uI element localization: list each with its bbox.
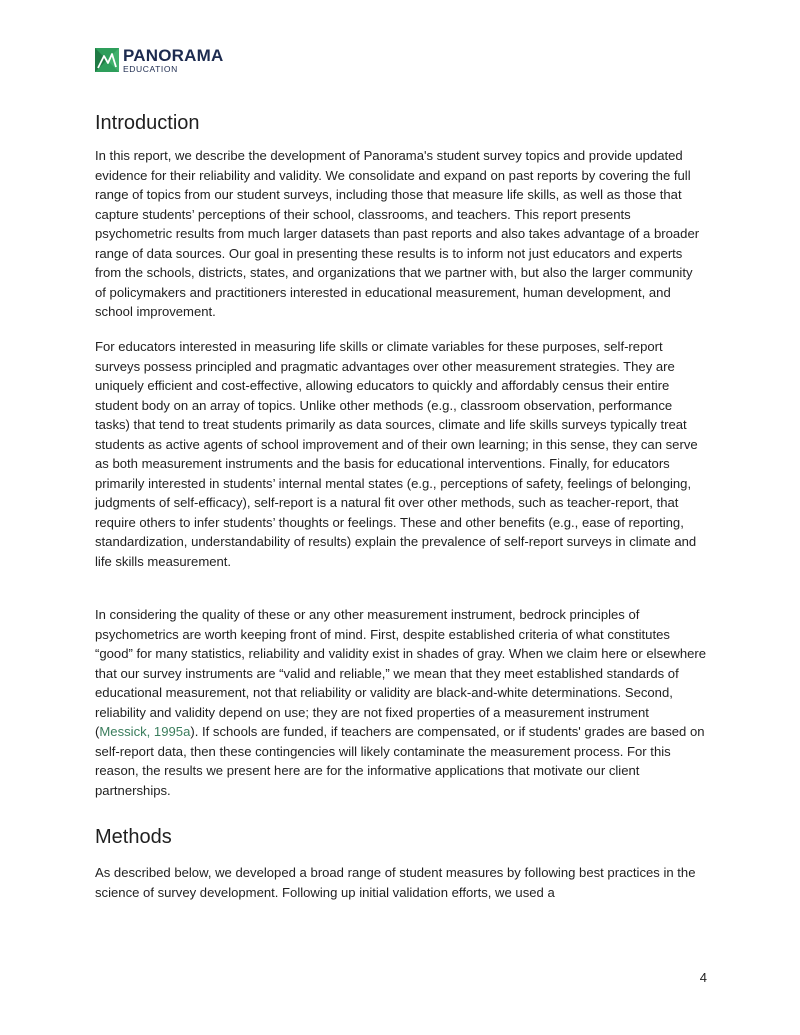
panorama-logo-mark-icon [95, 48, 119, 72]
paragraph-intro-3-text-a: In considering the quality of these or any other measurement instrument, bedrock principles of psychometrics are worth keeping front of mind. First, despite established criteria of what constitutes “good” for many statistics, reliability and validity exist in shades of gray. When we claim here or elsewhere that our survey instruments are “valid and reliable,” we mean that they meet established standards of educational measurement, not that reliability or validity are black-and-white determinations. Second, reliability and validity depend on use; they are not fixed properties of a measurement instrument ( [95, 607, 707, 739]
logo-wordmark: PANORAMA [123, 45, 224, 65]
section-heading-methods: Methods [95, 826, 172, 848]
section-heading-introduction: Introduction [95, 112, 200, 134]
logo-subtitle: EDUCATION [123, 63, 178, 74]
logo-text [123, 47, 223, 74]
panorama-logo [95, 46, 223, 74]
page-number: 4 [699, 970, 707, 985]
paragraph-intro-3 [95, 605, 707, 800]
paragraph-intro-2: For educators interested in measuring life skills or climate variables for these purposes, self-report surveys possess principled and pragmatic advantages over other measurement strategies. They are uniquely efficient and cost-effective, allowing educators to quickly and affordably census their entire student body on an array of topics. Unlike other methods (e.g., classroom observation, performance tasks) that tend to treat students primarily as data sources, climate and life skills surveys typically treat students as active agents of school improvement and of their own learning; in this sense, they can serve as both measurement instruments and the basis for educational interventions. Finally, for educators primarily interested in students’ internal mental states (e.g., perceptions of safety, feelings of belonging, judgments of self-efficacy), self-report is a natural fit over other methods, such as teacher-report, that require others to infer students’ thoughts or feelings. These and other benefits (e.g., ease of reporting, standardization, understandability of results) explain the prevalence of self-report surveys in climate and life skills measurement. [95, 339, 698, 569]
paragraph-intro-1: In this report, we describe the development of Panorama's student survey topics and provide updated evidence for their reliability and validity. We consolidate and expand on past reports by covering the full range of topics from our student surveys, including those that measure life skills, as well as those that capture students’ perceptions of their school, classrooms, and teachers. This report presents psychometric results from much larger datasets than past reports and also takes advantage of a broader range of data sources. Our goal in presenting these results is to inform not just educators and experts from the schools, districts, states, and organizations that we partner with, but also the larger community of policymakers and practitioners interested in educational measurement, human development, and school improvement. [95, 148, 700, 319]
citation-link[interactable]: Messick, 1995a [99, 724, 191, 739]
paragraph-methods-1: As described below, we developed a broad range of student measures by following best practices in the science of survey development. Following up initial validation efforts, we used a [95, 865, 696, 900]
paragraph-intro-3-text-b: ). If schools are funded, if teachers are compensated, or if students' grades are based on self-report data, then these contingencies will likely contaminate the measurement process. For this reason, the results we present here are for the informative applications that motivate our client partnerships. [95, 724, 705, 798]
